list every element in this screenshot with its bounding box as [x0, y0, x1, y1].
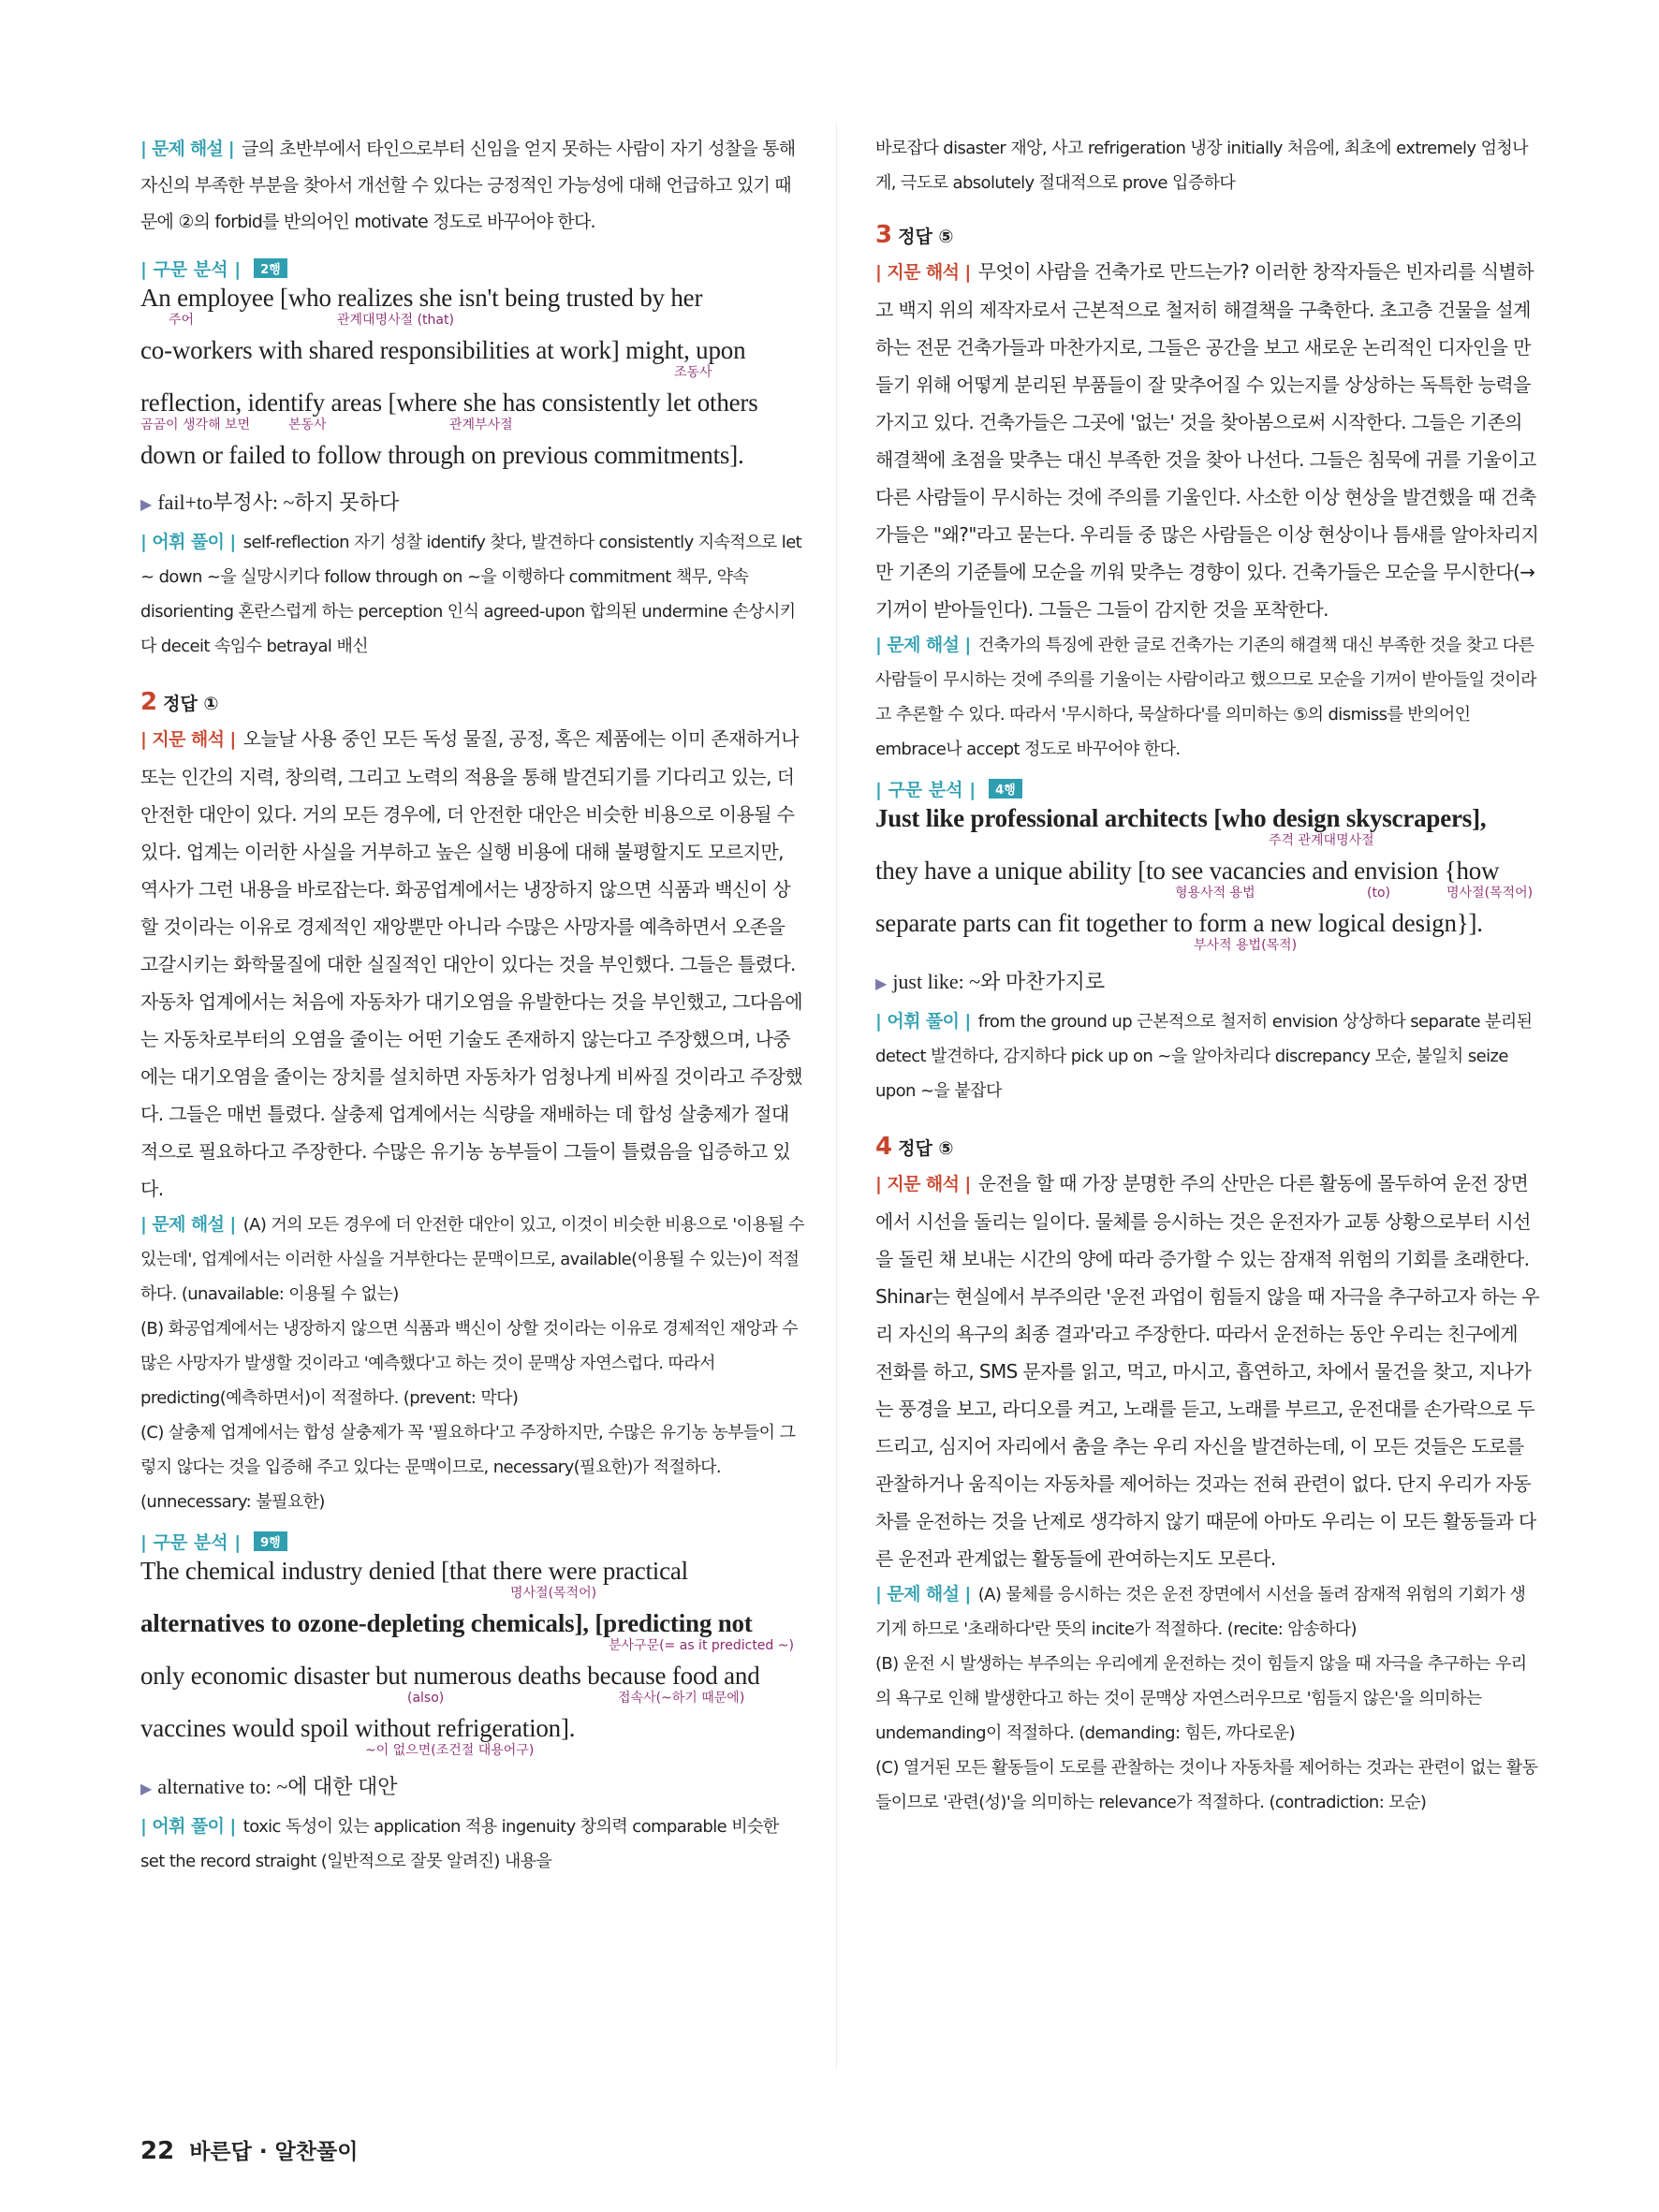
explanation-text: 건축가의 특징에 관한 글로 건축가는 기존의 해결책 대신 부족한 것을 찾고 다른 사람들이 무시하는 것에 주의를 기울이는 사람이라고 했으므로 모순을 기꺼이 받아들일 것이라고 추론할 수 있다. 따라서 '무시하다, 묵살하다'를 의미하는 ⑤의 dismiss를 반의어인 embrace나 accept 정도로 바꾸어야 한다.: [875, 636, 1536, 759]
explanation-c: (C) 열거된 모든 활동들이 도로를 관찰하는 것이나 자동차를 제어하는 것과는 관련이 없는 활동들이므로 '관련(성)'을 의미하는 relevance가 적절하다. (contradiction: 모순): [875, 1758, 1538, 1812]
answer-label: 정답 ⑤: [898, 1138, 954, 1159]
sentence-text: they have a unique ability [to see vacancies and envision {how: [875, 857, 1500, 885]
section-tag: | 문제 해설 |: [875, 1584, 971, 1604]
translation-paragraph: [140, 720, 805, 1208]
note-text: alternative to: ~에 대한 대안: [157, 1775, 398, 1798]
page-number: 22: [140, 2137, 175, 2165]
explanation-b: (B) 운전 시 발생하는 부주의는 우리에게 운전하는 것이 힘들지 않을 때 자극을 추구하는 우리의 욕구로 인해 발생한다고 하는 것이 문맥상 자연스러우므로 '힘들지 않은'을 의미하는 undemanding이 적절하다. (demanding: 힘든, 까다로운): [875, 1654, 1527, 1743]
explanation-paragraph: [875, 1577, 1540, 1647]
annotation-to: (to): [1367, 886, 1390, 901]
section-tag: | 지문 해석 |: [140, 729, 236, 750]
sentence-text: Just like professional architects [who design skyscrapers],: [875, 804, 1487, 832]
question-number: 2: [140, 688, 158, 716]
sentence-text: reflection, identify areas [where she has consistently let others: [140, 388, 758, 417]
explanation-a: (A) 거의 모든 경우에 더 안전한 대안이 있고, 이것이 비슷한 비용으로 '이용될 수 있는데', 업계에서는 이러한 사실을 거부한다는 문맥이므로, available(이용될 수 있는)이 적절하다. (unavailable: 이용될 수 없는): [140, 1215, 804, 1304]
vocab-text: self-reflection 자기 성찰 identify 찾다, 발견하다 consistently 지속적으로 let ~ down ~을 실망시키다 follow through on ~을 이행하다 commitment 책무, 약속 disorienting 혼란스럽게 하는 perception 인식 agreed-upon 합의된 undermine 손상시키다 deceit 속임수 betrayal 배신: [140, 533, 802, 656]
annotation-also: (also): [407, 1691, 445, 1706]
sentence-text: The chemical industry denied [that there were practical: [140, 1557, 688, 1585]
section-tag: | 구문 분석 |: [875, 780, 976, 800]
explanation-paragraph: [875, 628, 1540, 767]
translation-text: 무엇이 사람을 건축가로 만드는가? 이러한 창작자들은 빈자리를 식별하고 백지 위의 제작자로서 근본적으로 철저히 해결책을 구축한다. 초고층 건물을 설계하는 전문 건축가들과 마찬가지로, 그들은 공간을 보고 새로운 논리적인 디자인을 만들기 위해 어떻게 분리된 부품들이 잘 맞추어질 수 있는지를 상상하는 독특한 능력을 가지고 있다. 건축가들은 그곳에 '없는' 것을 찾아봄으로써 시작한다. 그들은 기존의 해결책에 초점을 맞추는 대신 부족한 것을 찾아 나선다. 그들은 침묵에 귀를 기울이고 다른 사람들이 무시하는 것에 주의를 기울인다. 사소한 이상 현상을 발견했을 때 건축가들은 "왜?"라고 묻는다. 우리들 중 많은 사람들은 이상 현상이나 틈새를 알아차리지만 기존의 기준틀에 모순을 끼워 맞추는 경향이 있다. 건축가들은 모순을 무시한다(→ 기꺼이 받아들인다). 그들은 그들이 감지한 것을 포착한다.: [875, 260, 1539, 621]
annotation-adjectival: 형용사적 용법: [1175, 886, 1255, 901]
explanation-b: (B) 화공업계에서는 냉장하지 않으면 식품과 백신이 상할 것이라는 이유로 경제적인 재앙과 수많은 사망자가 발생할 것이라고 '예측했다'고 하는 것이 문맥상 자연스럽다. 따라서 predicting(예측하면서)이 적절하다. (prevent: 막다): [140, 1319, 799, 1408]
triangle-icon: ▶: [140, 1781, 153, 1797]
syntax-sentence: [140, 1558, 805, 1767]
section-tag: | 어휘 풀이 |: [140, 1816, 236, 1837]
sentence-line: [140, 1610, 805, 1663]
line-badge: 2행: [254, 258, 287, 278]
section-tag: | 구문 분석 |: [140, 259, 242, 280]
note-text: just like: ~와 마찬가지로: [892, 970, 1106, 993]
vocab-text: toxic 독성이 있는 application 적용 ingenuity 창의력 comparable 비슷한 set the record straight (일반적으로 잘못 알려진) 내용을: [140, 1817, 779, 1871]
explanation-c: (C) 살충제 업계에서는 합성 살충제가 꼭 '필요하다'고 주장하지만, 수많은 유기농 농부들이 그렇지 않다는 것을 입증해 주고 있다는 문맥이므로, necessary(필요한)가 적절하다. (unnecessary: 불필요한): [140, 1423, 796, 1512]
sentence-text: vaccines would spoil without refrigeration].: [140, 1714, 576, 1742]
annotation-relative-clause: 주격 관계대명사절: [1269, 833, 1374, 848]
page-footer: [140, 2134, 358, 2165]
section-tag: | 구문 분석 |: [140, 1532, 242, 1553]
syntax-sentence: [875, 805, 1540, 962]
annotation-conjunction: 접속사(~하기 때문에): [618, 1691, 745, 1706]
sentence-text: alternatives to ozone-depleting chemicals], [predicting not: [140, 1609, 753, 1637]
section-tag: | 지문 해석 |: [875, 1174, 971, 1194]
triangle-icon: ▶: [140, 497, 153, 513]
translation-text: 오늘날 사용 중인 모든 독성 물질, 공정, 혹은 제품에는 이미 존재하거나 또는 인간의 지력, 창의력, 그리고 노력의 적용을 통해 발견되기를 기다리고 있는, 더 안전한 대안이 있다. 거의 모든 경우에, 더 안전한 대안은 비슷한 비용으로 이용될 수 있다. 업계는 이러한 사실을 거부하고 높은 실행 비용에 대해 불평할지도 모르지만, 역사가 그런 내용을 바로잡는다. 화공업계에서는 냉장하지 않으면 식품과 백신이 상할 것이라는 이유로 경제적인 재앙뿐만 아니라 수많은 사망자를 예측하면서 오존을 고갈시키는 화학물질에 대한 실질적인 대안이 있다는 것을 부인했다. 그들은 틀렸다. 자동차 업계에서는 처음에 자동차가 대기오염을 유발한다는 것을 부인했고, 그다음에는 자동차로부터의 오염을 줄이는 어떤 기술도 존재하지 않는다고 주장했으며, 나중에는 대기오염을 줄이는 장치를 설치하면 자동차가 엄청나게 비싸질 것이라고 주장했다. 그들은 매번 틀렸다. 살충제 업계에서는 식량을 재배하는 데 합성 살충제가 절대적으로 필요하다고 주장한다. 수많은 유기농 농부들이 그들이 틀렸음을 입증하고 있다.: [140, 727, 803, 1200]
section-tag: | 문제 해설 |: [140, 139, 234, 159]
triangle-icon: ▶: [875, 976, 888, 992]
vocab-paragraph: [140, 1809, 805, 1879]
sentence-line: [875, 805, 1540, 857]
sentence-line: [140, 1663, 805, 1715]
section-tag: | 지문 해석 |: [875, 262, 971, 283]
explanation-paragraph: [140, 1208, 805, 1311]
annotation-participle: 분사구문(= as it predicted ~): [609, 1638, 794, 1653]
sentence-line: [140, 1558, 805, 1610]
syntax-header: [875, 776, 1540, 801]
vocab-paragraph: [140, 525, 805, 664]
sentence-text: separate parts can fit together to form a new logical design}].: [875, 909, 1483, 937]
syntax-header: [140, 256, 805, 281]
sentence-line: [140, 442, 805, 483]
right-column: [875, 131, 1540, 1820]
annotation-subject: 주어: [169, 313, 195, 328]
vocab-continuation: 바로잡다 disaster 재앙, 사고 refrigeration 냉장 initially 처음에, 최초에 extremely 엄청나게, 극도로 absolutely 절대적으로 prove 입증하다: [875, 139, 1528, 193]
column-divider: [836, 122, 837, 2069]
left-column: [140, 131, 805, 1879]
annotation-aux-verb: 조동사: [674, 365, 712, 380]
vocab-text: from the ground up 근본적으로 철저히 envision 상상하다 separate 분리된 detect 발견하다, 감지하다 pick up on ~을 알아차리다 discrepancy 모순, 불일치 seize upon ~을 붙잡다: [875, 1012, 1533, 1101]
line-badge: 4행: [989, 779, 1022, 798]
question-number: 3: [875, 221, 893, 249]
line-badge: 9행: [254, 1531, 287, 1551]
translation-paragraph: [875, 253, 1540, 628]
grammar-note: [875, 966, 1540, 995]
grammar-note: [140, 1771, 805, 1800]
question-header: [875, 221, 1540, 249]
sentence-text: An employee [who realizes she isn't being trusted by her: [140, 284, 703, 312]
question-header: [875, 1133, 1540, 1161]
answer-label: 정답 ⑤: [898, 227, 954, 247]
sentence-line: [875, 910, 1540, 962]
section-tag: | 문제 해설 |: [875, 635, 971, 655]
annotation-adverbial: 부사적 용법(목적): [1194, 938, 1298, 953]
annotation-reflection: 곰곰이 생각해 보면: [140, 417, 251, 432]
annotation-noun-clause: 명사절(목적어): [510, 1586, 597, 1601]
sentence-text: down or failed to follow through on previous commitments].: [140, 441, 744, 469]
syntax-header: [140, 1529, 805, 1554]
annotation-relative-clause: 관계대명사절 (that): [337, 313, 454, 328]
sentence-line: [140, 389, 805, 442]
note-text: fail+to부정사: ~하지 못하다: [157, 491, 400, 514]
translation-paragraph: [875, 1165, 1540, 1577]
annotation-noun-clause: 명사절(목적어): [1446, 886, 1534, 901]
question-header: [140, 688, 805, 716]
sentence-text: only economic disaster but numerous deaths because food and: [140, 1662, 760, 1690]
section-tag: | 어휘 풀이 |: [140, 532, 236, 552]
explanation-a: (A) 물체를 응시하는 것은 운전 장면에서 시선을 돌려 잠재적 위험의 기회가 생기게 하므로 '초래하다'란 뜻의 incite가 적절하다. (recite: 암송하다): [875, 1585, 1526, 1639]
sentence-line: [875, 857, 1540, 910]
book-title: 바른답 · 알찬풀이: [189, 2140, 359, 2164]
annotation-without: ~이 없으면(조건절 대용어구): [365, 1743, 535, 1758]
question-number: 4: [875, 1133, 893, 1161]
explanation-text: 글의 초반부에서 타인으로부터 신임을 얻지 못하는 사람이 자기 성찰을 통해 자신의 부족한 부분을 찾아서 개선할 수 있다는 긍정적인 가능성에 대해 언급하고 있기 때문에 ②의 forbid를 반의어인 motivate 정도로 바꾸어야 한다.: [140, 139, 796, 232]
annotation-main-verb: 본동사: [288, 417, 327, 432]
vocab-paragraph: [875, 1004, 1540, 1108]
syntax-sentence: [140, 285, 805, 483]
explanation-paragraph: [140, 131, 805, 241]
sentence-text: co-workers with shared responsibilities at work] might, upon: [140, 336, 746, 364]
sentence-line: [140, 337, 805, 389]
annotation-relative-adverb: 관계부사절: [449, 417, 513, 432]
answer-label: 정답 ①: [163, 694, 219, 714]
grammar-note: [140, 487, 805, 516]
sentence-line: [140, 1715, 805, 1767]
translation-text: 운전을 할 때 가장 분명한 주의 산만은 다른 활동에 몰두하여 운전 장면에서 시선을 돌리는 일이다. 물체를 응시하는 것은 운전자가 교통 상황으로부터 시선을 돌린 채 보내는 시간의 양에 따라 증가할 수 있는 잠재적 위험의 기회를 초래한다. Shinar는 현실에서 부주의란 '운전 과업이 힘들지 않을 때 자극을 추구하고자 하는 우리 자신의 욕구의 최종 결과'라고 주장한다. 따라서 운전하는 동안 우리는 친구에게 전화를 하고, SMS 문자를 읽고, 먹고, 마시고, 흡연하고, 차에서 물건을 찾고, 지나가는 풍경을 보고, 라디오를 켜고, 노래를 듣고, 노래를 부르고, 운전대를 손가락으로 두드리고, 심지어 자리에서 춤을 추는 우리 자신을 발견하는데, 이 모든 것들은 도로를 관찰하거나 움직이는 자동차를 제어하는 것과는 전혀 관련이 없다. 단지 우리가 자동차를 운전하는 것을 난제로 생각하지 않기 때문에 아마도 우리는 이 모든 활동들과 다른 운전과 관계없는 활동들에 관여하는지도 모른다.: [875, 1172, 1540, 1570]
sentence-line: [140, 285, 805, 337]
section-tag: | 어휘 풀이 |: [875, 1011, 971, 1032]
section-tag: | 문제 해설 |: [140, 1214, 236, 1235]
